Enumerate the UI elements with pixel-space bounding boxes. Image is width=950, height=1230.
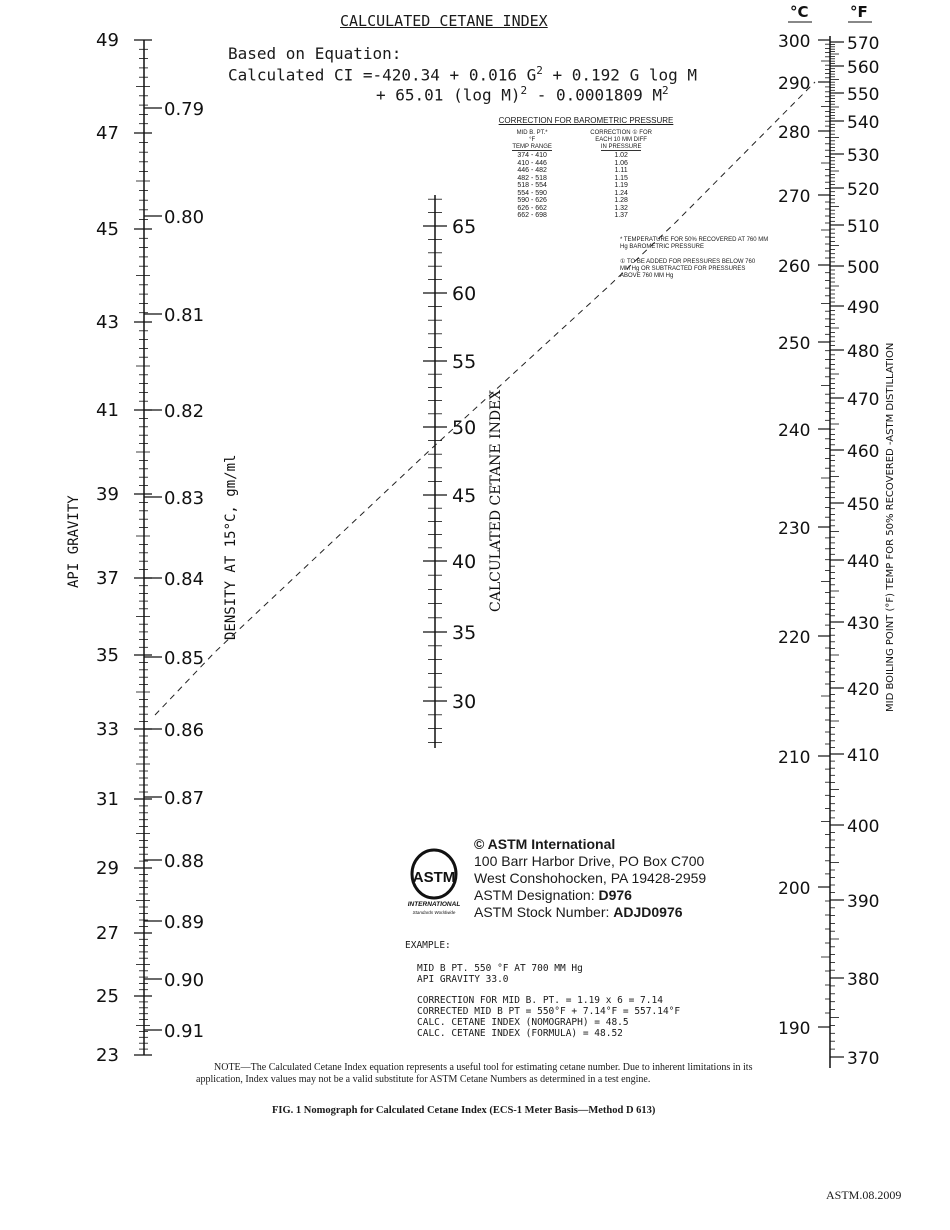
- correction-table-title: CORRECTION FOR BAROMETRIC PRESSURE: [498, 116, 674, 125]
- correction-cell: 446 - 482: [517, 167, 547, 174]
- celsius-tick-label: 270: [778, 187, 811, 207]
- logo-sub1: INTERNATIONAL: [407, 901, 461, 908]
- astm-publisher-block: [404, 836, 764, 926]
- api-tick-label: 37: [96, 568, 119, 589]
- col-header-correction: CORRECTION ① FOR EACH 10 MM DIFF IN PRESSURE: [590, 130, 652, 150]
- celsius-tick-label: 250: [778, 334, 811, 354]
- fahrenheit-tick-label: 380: [847, 970, 880, 990]
- example-line: API GRAVITY 33.0: [417, 974, 509, 985]
- api-tick-label: 41: [96, 400, 119, 421]
- correction-cell: 518 - 554: [517, 182, 547, 189]
- density-tick-label: 0.82: [164, 401, 205, 422]
- cetane-tick-label: 30: [452, 691, 477, 713]
- density-tick-label: 0.87: [164, 788, 205, 809]
- fahrenheit-tick-label: 410: [847, 746, 880, 766]
- cetane-axis-title: CALCULATED CETANE INDEX: [488, 389, 504, 612]
- astm-address-2: West Conshohocken, PA 19428-2959: [474, 870, 707, 886]
- api-tick-label: 29: [96, 858, 119, 879]
- correction-row: [497, 190, 675, 198]
- density-axis-title: DENSITY AT 15°C, gm/ml: [223, 454, 239, 640]
- correction-row: [497, 197, 675, 205]
- cetane-tick-label: 65: [452, 216, 477, 238]
- density-tick-label: 0.84: [164, 569, 205, 590]
- api-axis-title: API GRAVITY: [66, 495, 82, 588]
- fahrenheit-tick-label: 560: [847, 58, 880, 78]
- correction-cell: 1.32: [614, 204, 628, 212]
- density-tick-label: 0.89: [164, 912, 205, 933]
- example-line: CORRECTED MID B PT = 550°F + 7.14°F = 557.14°F: [417, 1006, 681, 1017]
- correction-row: [497, 160, 675, 168]
- celsius-tick-label: 260: [778, 257, 811, 277]
- api-tick-label: 25: [96, 986, 119, 1007]
- correction-cell: 1.24: [614, 189, 628, 197]
- example-line: MID B PT. 550 °F AT 700 MM Hg: [417, 963, 583, 974]
- astm-designation: ASTM Designation: D976: [474, 887, 632, 903]
- density-tick-label: 0.79: [164, 99, 205, 120]
- celsius-tick-label: 230: [778, 519, 811, 539]
- correction-cell: 1.11: [614, 167, 628, 174]
- density-tick-label: 0.80: [164, 207, 205, 228]
- temperature-axis-title: MID BOILING POINT (°F) TEMP FOR 50% RECOVERED -ASTM DISTILLATION: [885, 342, 896, 712]
- api-tick-label: 33: [96, 719, 119, 740]
- api-tick-label: 39: [96, 484, 119, 505]
- celsius-tick-label: 210: [778, 748, 811, 768]
- fahrenheit-tick-label: 550: [847, 85, 880, 105]
- fahrenheit-tick-label: 510: [847, 217, 880, 237]
- correction-row: [497, 212, 675, 220]
- fahrenheit-tick-label: 490: [847, 298, 880, 318]
- density-tick-label: 0.88: [164, 851, 205, 872]
- celsius-tick-label: 220: [778, 628, 811, 648]
- fahrenheit-tick-label: 460: [847, 442, 880, 462]
- example-label: EXAMPLE:: [405, 940, 451, 951]
- equation-line-3: + 65.01 (log M)$^2$ - 0.0001809 $M^2$: [376, 84, 669, 105]
- correction-row: [497, 167, 675, 175]
- celsius-tick-label: 300: [778, 32, 811, 52]
- api-tick-label: 49: [96, 30, 119, 51]
- api-tick-label: 45: [96, 219, 119, 240]
- cetane-tick-label: 55: [452, 351, 477, 373]
- correction-cell: 1.28: [614, 197, 628, 204]
- astm-logo: [404, 846, 464, 916]
- barometric-correction-table: [497, 116, 675, 220]
- example-line: CALC. CETANE INDEX (FORMULA) = 48.52: [417, 1028, 623, 1039]
- astm-address-1: 100 Barr Harbor Drive, PO Box C700: [474, 853, 705, 869]
- api-tick-label: 27: [96, 923, 119, 944]
- density-tick-label: 0.90: [164, 970, 205, 991]
- logo-sub2: Standards Worldwide: [412, 910, 456, 915]
- fahrenheit-tick-label: 500: [847, 258, 880, 278]
- correction-cell: 1.15: [614, 174, 628, 182]
- celsius-tick-label: 200: [778, 879, 811, 899]
- cetane-tick-label: 60: [452, 283, 477, 305]
- correction-cell: 662 - 698: [517, 212, 547, 219]
- density-tick-label: 0.81: [164, 305, 205, 326]
- fahrenheit-unit: °F: [850, 3, 868, 21]
- fahrenheit-tick-label: 430: [847, 614, 880, 634]
- correction-cell: 482 - 518: [517, 174, 547, 182]
- correction-cell: 554 - 590: [517, 189, 547, 197]
- page-title: CALCULATED CETANE INDEX: [340, 12, 548, 30]
- example-dashed-line: [155, 82, 815, 715]
- page-footer: ASTM.08.2009: [826, 1188, 902, 1202]
- density-tick-label: 0.85: [164, 648, 205, 669]
- equation-line-1: Based on Equation:: [228, 44, 402, 63]
- astm-copyright: © ASTM International: [474, 836, 616, 852]
- fahrenheit-tick-label: 420: [847, 680, 880, 700]
- correction-cell: 626 - 662: [517, 204, 547, 212]
- correction-row: [497, 205, 675, 213]
- fahrenheit-tick-label: 520: [847, 180, 880, 200]
- correction-cell: 1.19: [614, 182, 628, 189]
- figure-caption: FIG. 1 Nomograph for Calculated Cetane Index (ECS-1 Meter Basis—Method D 613): [272, 1105, 656, 1116]
- correction-cell: 1.02: [614, 152, 628, 159]
- correction-row: [497, 152, 675, 160]
- celsius-tick-label: 240: [778, 421, 811, 441]
- fahrenheit-tick-label: 400: [847, 817, 880, 837]
- api-tick-label: 35: [96, 645, 119, 666]
- fahrenheit-tick-label: 390: [847, 892, 880, 912]
- correction-cell: 374 - 410: [517, 152, 547, 159]
- cetane-tick-label: 45: [452, 485, 477, 507]
- celsius-unit: °C: [790, 3, 809, 21]
- celsius-tick-label: 190: [778, 1019, 811, 1039]
- celsius-tick-label: 290: [778, 74, 811, 94]
- density-tick-label: 0.91: [164, 1021, 205, 1042]
- correction-cell: 410 - 446: [517, 159, 547, 167]
- fahrenheit-tick-label: 570: [847, 34, 880, 54]
- temperature-footnote: * TEMPERATURE FOR 50% RECOVERED AT 760 MM Hg BAROMETRIC PRESSURE: [620, 237, 769, 250]
- fahrenheit-tick-label: 440: [847, 552, 880, 572]
- correction-cell: 1.37: [614, 212, 628, 219]
- api-tick-label: 43: [96, 312, 119, 333]
- example-line: CORRECTION FOR MID B. PT. = 1.19 x 6 = 7.14: [417, 995, 663, 1006]
- api-tick-label: 31: [96, 789, 119, 810]
- example-line: CALC. CETANE INDEX (NOMOGRAPH) = 48.5: [417, 1017, 629, 1028]
- fahrenheit-tick-label: 530: [847, 146, 880, 166]
- api-tick-label: 23: [96, 1045, 119, 1066]
- fahrenheit-tick-label: 480: [847, 342, 880, 362]
- cetane-tick-label: 40: [452, 551, 477, 573]
- fahrenheit-tick-label: 450: [847, 495, 880, 515]
- correction-cell: 590 - 626: [517, 197, 547, 204]
- correction-row: [497, 175, 675, 183]
- logo-text: ASTM: [412, 869, 456, 886]
- cetane-tick-label: 50: [452, 417, 477, 439]
- api-tick-label: 47: [96, 123, 119, 144]
- astm-stock-number: ASTM Stock Number: ADJD0976: [474, 904, 683, 920]
- equation-line-2: Calculated CI =-420.34 + 0.016 $G^2 + 0.192$ G log M: [228, 64, 697, 85]
- fahrenheit-tick-label: 470: [847, 390, 880, 410]
- density-tick-label: 0.86: [164, 720, 205, 741]
- cetane-tick-label: 35: [452, 622, 477, 644]
- example-block: [405, 940, 680, 1049]
- usage-note: NOTE—The Calculated Cetane Index equation represents a useful tool for estimating cetane number. Due to inherent limitations in its application, Index values may not be a valid substitute for ASTM Cetane Numbers as determined in a test engine.: [196, 1062, 753, 1085]
- density-tick-label: 0.83: [164, 488, 205, 509]
- fahrenheit-tick-label: 370: [847, 1049, 880, 1069]
- celsius-tick-label: 280: [778, 123, 811, 143]
- col-header-temp-range: MID B. PT.* °F TEMP RANGE: [512, 130, 552, 150]
- fahrenheit-tick-label: 540: [847, 113, 880, 133]
- correction-row: [497, 182, 675, 190]
- correction-cell: 1.06: [614, 159, 628, 167]
- pressure-footnote: ① TO BE ADDED FOR PRESSURES BELOW 760 MM Hg OR SUBTRACTED FOR PRESSURES ABOVE 760 MM Hg: [620, 259, 756, 279]
